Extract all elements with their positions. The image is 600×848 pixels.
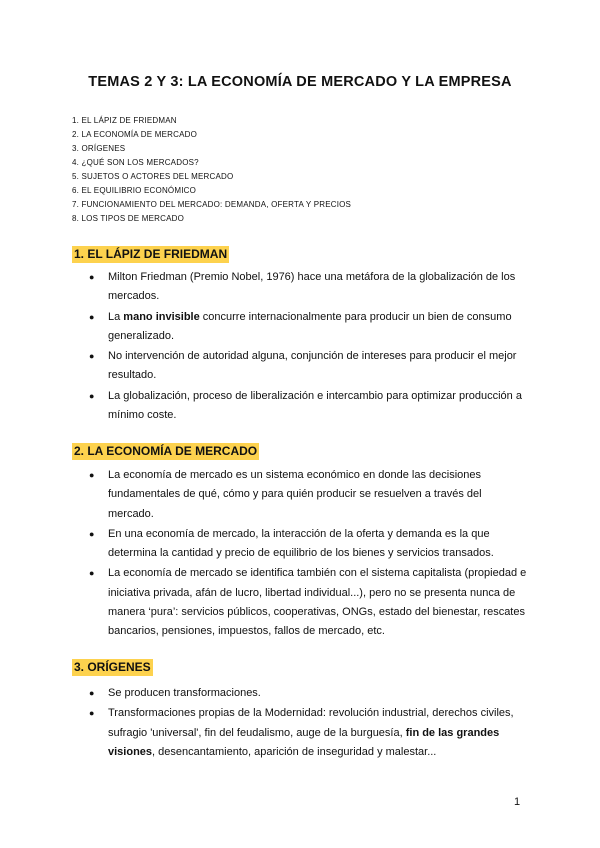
bullet-item — [88, 466, 528, 524]
bullet-text: En una economía de mercado, la interacción de la oferta y demanda es la que determina la cantidad y precio de equilibrio de los bienes y servicios transados. — [108, 527, 494, 560]
toc-item: 5. SUJETOS O ACTORES DEL MERCADO — [72, 172, 234, 181]
bullet-text-bold: fin de las grandes visiones — [108, 726, 500, 758]
bullet-list-economia-mercado — [88, 466, 528, 643]
bullet-text: Milton Friedman (Premio Nobel, 1976) hace una metáfora de la globalización de los mercados. — [108, 271, 516, 303]
bullet-item — [88, 268, 528, 307]
toc-item: 3. ORÍGENES — [72, 144, 126, 153]
bullet-list-friedman — [88, 268, 528, 426]
toc-item: 8. LOS TIPOS DE MERCADO — [72, 214, 185, 223]
bullet-item — [88, 308, 528, 347]
bullet-item — [88, 684, 528, 703]
bullet-item — [88, 564, 528, 641]
bullet-dot-icon: ● — [89, 708, 95, 719]
bullet-text: La economía de mercado es un sistema económico en donde las decisiones fundamentales de qué, cómo y para quién producir se resuelven a través del mercado. — [108, 469, 482, 520]
bullet-dot-icon: ● — [89, 568, 95, 579]
section-heading-friedman: 1. EL LÁPIZ DE FRIEDMAN — [74, 247, 228, 261]
bullet-text: Transformaciones propias de la Modernidad: revolución industrial, derechos civiles, sufragio 'universal', fin del feudalismo, auge de la burguesía, — [108, 707, 514, 739]
bullet-text: La — [108, 310, 124, 323]
section-heading-economia-mercado: 2. LA ECONOMÍA DE MERCADO — [74, 444, 258, 458]
bullet-dot-icon: ● — [89, 390, 95, 401]
bullet-text: La globalización, proceso de liberalización e intercambio para optimizar producción a mínimo coste. — [108, 389, 522, 422]
bullet-dot-icon: ● — [89, 470, 95, 480]
bullet-dot-icon: ● — [89, 272, 95, 282]
bullet-dot-icon: ● — [89, 688, 95, 698]
section-heading-origenes: 3. ORÍGENES — [74, 660, 151, 674]
bullet-item — [88, 525, 528, 564]
bullet-text: La economía de mercado se identifica también con el sistema capitalista (propiedad e iniciativa privada, afán de lucro, libertad individual...), pero no se presenta nunca de manera ‘pura’: servicios públicos, cooperativas, ONGs, estado del bienestar, rescates bancarios, pensiones, impuestos, fallos de mercado, etc. — [108, 567, 527, 638]
bullet-item — [88, 704, 528, 762]
toc-item: 1. EL LÁPIZ DE FRIEDMAN — [72, 116, 177, 125]
toc-item: 7. FUNCIONAMIENTO DEL MERCADO: DEMANDA, OFERTA Y PRECIOS — [72, 200, 352, 209]
bullet-dot-icon: ● — [89, 528, 95, 539]
page-number: 1 — [514, 796, 521, 808]
bullet-text: No intervención de autoridad alguna, conjunción de intereses para producir el mejor resultado. — [108, 350, 517, 382]
bullet-dot-icon: ● — [89, 351, 95, 362]
bullet-item — [88, 387, 528, 426]
table-of-contents — [72, 114, 351, 226]
bullet-dot-icon: ● — [89, 311, 95, 322]
bullet-list-origenes — [88, 684, 528, 763]
bullet-text: concurre internacionalmente para producir un bien de consumo generalizado. — [108, 310, 512, 342]
toc-item: 4. ¿QUÉ SON LOS MERCADOS? — [72, 158, 199, 167]
toc-item: 6. EL EQUILIBRIO ECONÓMICO — [72, 186, 197, 195]
bullet-text: Se producen transformaciones. — [108, 687, 261, 699]
bullet-text: , desencantamiento, aparición de inseguridad y malestar... — [152, 745, 437, 758]
document-title: TEMAS 2 Y 3: LA ECONOMÍA DE MERCADO Y LA EMPRESA — [88, 74, 512, 90]
bullet-text-bold: mano invisible — [123, 310, 200, 323]
bullet-item — [88, 347, 528, 386]
toc-item: 2. LA ECONOMÍA DE MERCADO — [72, 130, 198, 139]
